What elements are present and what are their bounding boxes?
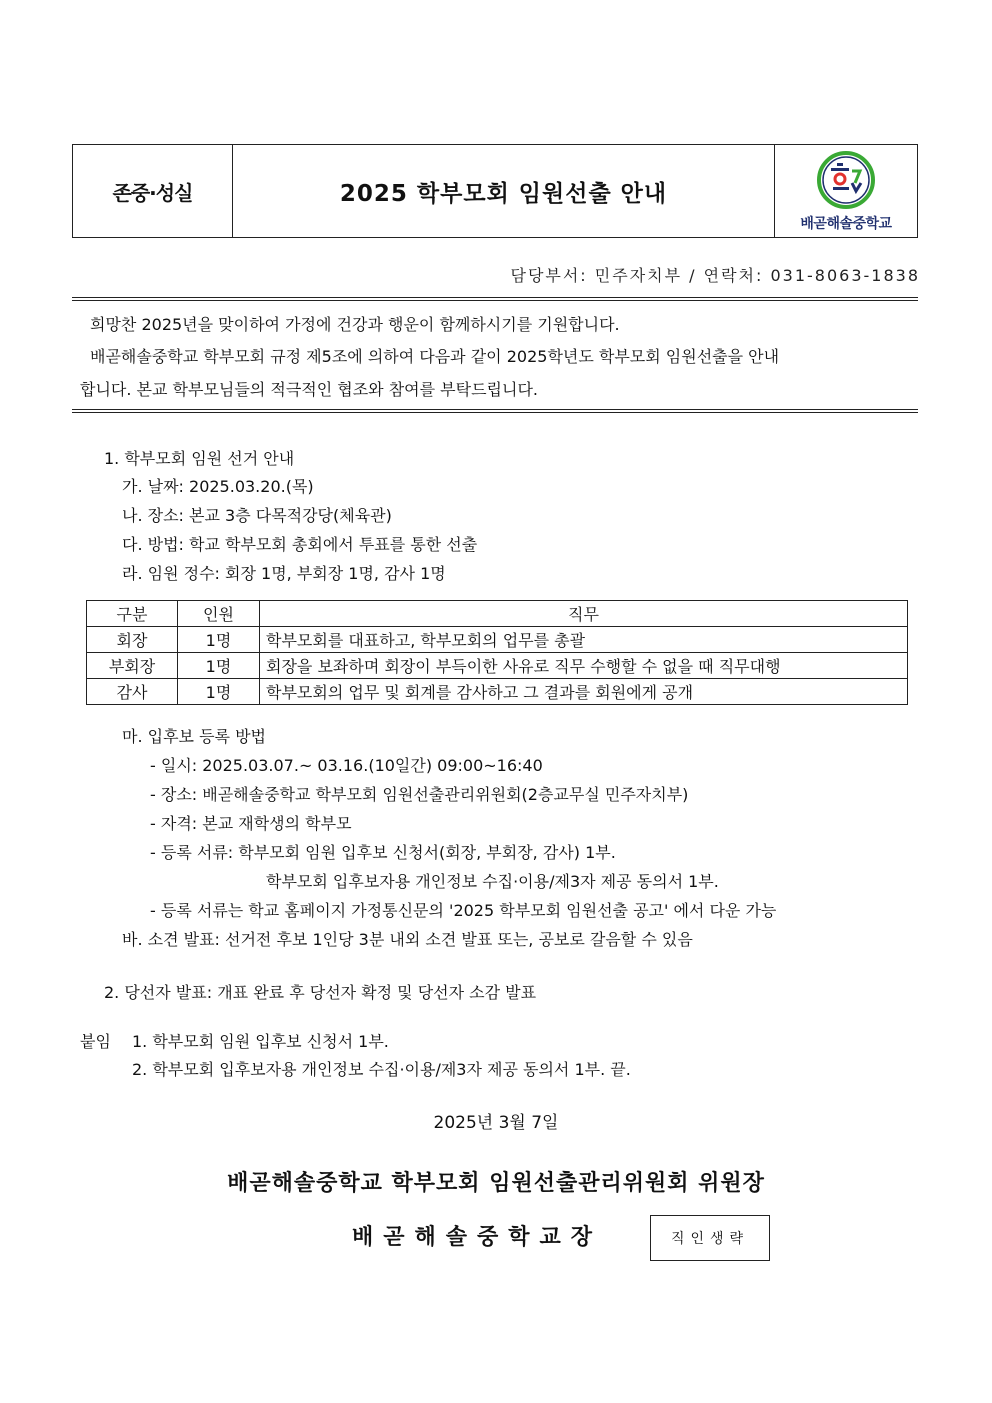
attachment-item-1: 1. 학부모회 임원 입후보 신청서 1부. <box>132 1032 389 1051</box>
table-header: 구분 <box>87 601 178 627</box>
section2-heading: 2. 당선자 발표: 개표 완료 후 당선자 확정 및 당선자 소감 발표 <box>104 983 537 1002</box>
table-cell: 1명 <box>178 653 260 679</box>
section1-heading: 1. 학부모회 임원 선거 안내 <box>104 449 295 468</box>
table-cell: 학부모회를 대표하고, 학부모회의 업무를 총괄 <box>260 627 908 653</box>
section1-item-quota: 라. 임원 정수: 회장 1명, 부회장 1명, 감사 1명 <box>122 564 446 583</box>
intro-line-2: 배곧해솔중학교 학부모회 규정 제5조에 의하여 다음과 같이 2025학년도 학부모회 임원선출을 안내 <box>90 347 780 366</box>
table-cell: 감사 <box>87 679 178 705</box>
divider-top <box>72 297 918 301</box>
section1-item-place: 나. 장소: 본교 3층 다목적강당(체육관) <box>122 506 392 525</box>
table-cell: 부회장 <box>87 653 178 679</box>
school-motto: 존중·성실 <box>112 180 193 205</box>
registration-download: - 등록 서류는 학교 홈페이지 가정통신문의 '2025 학부모회 임원선출 공고' 에서 다운 가능 <box>150 901 777 920</box>
table-header: 직무 <box>260 601 908 627</box>
committee-signature: 배곧해솔중학교 학부모회 임원선출관리위원회 위원장 <box>227 1171 765 1196</box>
table-cell: 회장을 보좌하며 회장이 부득이한 사유로 직무 수행할 수 없을 때 직무대행 <box>260 653 908 679</box>
attachment-item-2: 2. 학부모회 입후보자용 개인정보 수집·이용/제3자 제공 동의서 1부. 끝. <box>132 1060 631 1079</box>
table-cell: 학부모회의 업무 및 회계를 감사하고 그 결과를 회원에게 공개 <box>260 679 908 705</box>
registration-documents: - 등록 서류: 학부모회 임원 입후보 신청서(회장, 부회장, 감사) 1부. <box>150 843 616 862</box>
document-header <box>72 144 918 238</box>
principal-signature: 배곧해솔중학교장 <box>352 1225 603 1250</box>
section1-item-method: 다. 방법: 학교 학부모회 총회에서 투표를 통한 선출 <box>122 535 478 554</box>
motto-cell <box>73 145 233 237</box>
table-cell: 1명 <box>178 627 260 653</box>
speech-info: 바. 소견 발표: 선거전 후보 1인당 3분 내외 소견 발표 또는, 공보로 갈음할 수 있음 <box>122 930 693 949</box>
table-cell: 회장 <box>87 627 178 653</box>
section1-item-date: 가. 날짜: 2025.03.20.(목) <box>122 477 314 496</box>
school-emblem-icon <box>814 149 878 211</box>
table-row <box>87 679 908 705</box>
table-header-row <box>87 601 908 627</box>
school-logo <box>775 145 917 237</box>
title-cell <box>233 145 775 237</box>
intro-line-3: 합니다. 본교 학부모님들의 적극적인 협조와 참여를 부탁드립니다. <box>80 380 539 399</box>
table-row <box>87 653 908 679</box>
school-name-logo-text: 배곧해솔중학교 <box>800 216 892 232</box>
registration-period: - 일시: 2025.03.07.~ 03.16.(10일간) 09:00~16:40 <box>150 756 543 775</box>
registration-place: - 장소: 배곧해솔중학교 학부모회 임원선출관리위원회(2층교무실 민주자치부) <box>150 785 689 804</box>
seal-text: 직인생략 <box>670 1231 750 1247</box>
page-title: 2025 학부모회 임원선출 안내 <box>339 180 668 207</box>
registration-eligibility: - 자격: 본교 재학생의 학부모 <box>150 814 352 833</box>
attachments-label: 붙임 <box>80 1032 111 1051</box>
issue-date: 2025년 3월 7일 <box>433 1113 559 1133</box>
table-row <box>87 627 908 653</box>
table-header: 인원 <box>178 601 260 627</box>
table-cell: 1명 <box>178 679 260 705</box>
divider-bottom <box>72 409 918 413</box>
seal-omitted-box <box>650 1215 770 1261</box>
registration-documents-2: 학부모회 입후보자용 개인정보 수집·이용/제3자 제공 동의서 1부. <box>266 872 719 891</box>
contact-info: 담당부서: 민주자치부 / 연락처: 031-8063-1838 <box>510 266 920 285</box>
registration-heading: 마. 입후보 등록 방법 <box>122 727 266 746</box>
officer-duty-table <box>86 600 908 705</box>
intro-line-1: 희망찬 2025년을 맞이하여 가정에 건강과 행운이 함께하시기를 기원합니다. <box>90 315 620 334</box>
